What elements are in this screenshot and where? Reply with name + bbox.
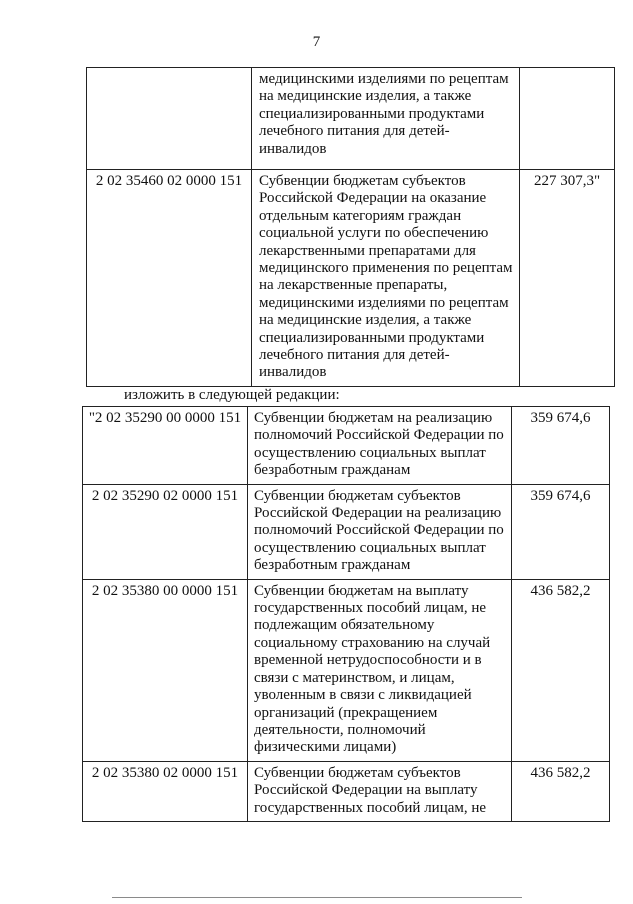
table-row xyxy=(87,68,615,170)
amendment-intro-text: изложить в следующей редакции: xyxy=(124,387,340,403)
amount-cell xyxy=(520,68,615,170)
amount-cell: 359 674,6 xyxy=(512,484,610,579)
description-cell: Субвенции бюджетам на выплату государственных пособий лицам, не подлежащим обязательному социальному страхованию на случай временной нетрудоспособности и в связи с материнством, и лицам, уволенным в связи с ликвидацией организаций (прекращением деятельности, полномочий физическими лицами) xyxy=(248,579,512,761)
description-cell: Субвенции бюджетам субъектов Российской Федерации на выплату государственных пособий лицам, не xyxy=(248,761,512,821)
page-number: 7 xyxy=(312,34,321,50)
budget-code-cell: 2 02 35380 00 0000 151 xyxy=(83,579,248,761)
amount-cell: 436 582,2 xyxy=(512,579,610,761)
budget-code-cell xyxy=(87,68,252,170)
description-cell: Субвенции бюджетам субъектов Российской Федерации на оказание отдельным категориям граждан социальной услуги по обеспечению лекарственными препаратами для медицинского применения по рецептам на лекарственные препараты, медицинскими изделиями по рецептам на медицинские изделия, а также специализированными продуктами лечебного питания для детей-инвалидов xyxy=(252,170,520,387)
budget-code-cell: 2 02 35460 02 0000 151 xyxy=(87,170,252,387)
table-row xyxy=(83,484,610,579)
description-cell: Субвенции бюджетам на реализацию полномочий Российской Федерации по осуществлению социальных выплат безработным гражданам xyxy=(248,407,512,485)
table-row xyxy=(83,407,610,485)
amount-cell: 227 307,3" xyxy=(520,170,615,387)
amount-cell: 436 582,2 xyxy=(512,761,610,821)
page-bottom-rule xyxy=(112,897,522,898)
description-cell: медицинскими изделиями по рецептам на медицинские изделия, а также специализированными продуктами лечебного питания для детей-инвалидов xyxy=(252,68,520,170)
description-cell: Субвенции бюджетам субъектов Российской Федерации на реализацию полномочий Российской Федерации по осуществлению социальных выплат безработным гражданам xyxy=(248,484,512,579)
amount-cell: 359 674,6 xyxy=(512,407,610,485)
budget-code-cell: 2 02 35380 02 0000 151 xyxy=(83,761,248,821)
budget-table-current xyxy=(86,67,615,387)
table-row xyxy=(87,170,615,387)
table-row xyxy=(83,761,610,821)
budget-code-cell: "2 02 35290 00 0000 151 xyxy=(83,407,248,485)
table-row xyxy=(83,579,610,761)
budget-table-amended xyxy=(82,406,610,822)
budget-code-cell: 2 02 35290 02 0000 151 xyxy=(83,484,248,579)
